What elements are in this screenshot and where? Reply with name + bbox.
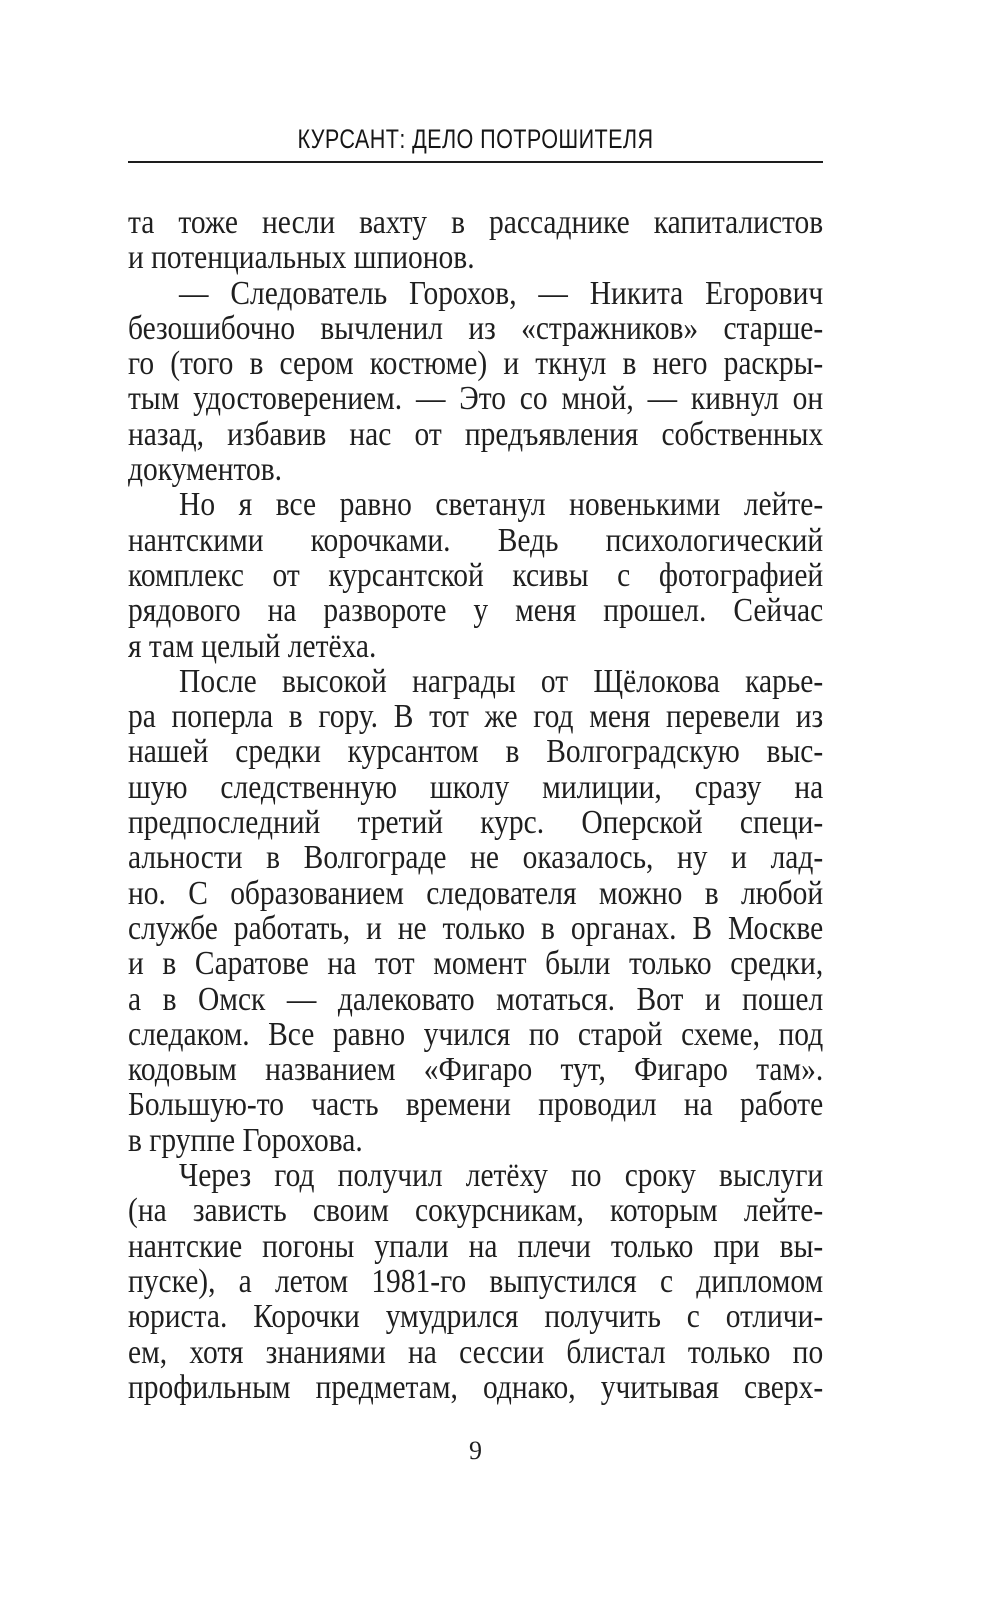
text-line: в группе Горохова. bbox=[128, 1121, 363, 1159]
running-header bbox=[128, 124, 823, 155]
text-line: безошибочно вычленил из «стражников» старше- bbox=[128, 309, 824, 347]
text-line: Большую-то часть времени проводил на работе bbox=[128, 1086, 824, 1124]
text-line: тым удостоверением. — Это со мной, — кивнул он bbox=[128, 380, 824, 418]
text-line: Но я все равно светанул новенькими лейте- bbox=[179, 486, 824, 524]
text-line: рядового на развороте у меня прошел. Сейчас bbox=[128, 592, 824, 630]
text-line: комплекс от курсантской ксивы с фотографией bbox=[128, 556, 824, 594]
text-line: предпоследний третий курс. Оперской специ- bbox=[128, 804, 824, 842]
text-line: и в Саратове на тот момент были только средки, bbox=[128, 945, 824, 983]
text-line: нантскими корочками. Ведь психологический bbox=[128, 521, 824, 559]
text-line: я там целый летёха. bbox=[128, 627, 377, 665]
text-line: — Следователь Горохов, — Никита Егорович bbox=[179, 274, 824, 312]
text-line: а в Омск — далековато мотаться. Вот и пошел bbox=[128, 980, 824, 1018]
text-line: профильным предметам, однако, учитывая сверх- bbox=[128, 1368, 824, 1406]
page-text bbox=[128, 205, 823, 1405]
text-line: нантские погоны упали на плечи только при вы- bbox=[128, 1227, 824, 1265]
text-line: альности в Волгограде не оказалось, ну и лад- bbox=[128, 839, 824, 877]
text-line: ем, хотя знаниями на сессии блистал только по bbox=[128, 1333, 824, 1371]
text-line: кодовым названием «Фигаро тут, Фигаро там». bbox=[128, 1051, 824, 1089]
text-line: пуске), а летом 1981-го выпустился с дипломом bbox=[128, 1262, 824, 1300]
text-line: назад, избавив нас от предъявления собственных bbox=[128, 415, 824, 453]
text-line: го (того в сером костюме) и ткнул в него раскры- bbox=[128, 345, 824, 383]
page-number: 9 bbox=[469, 1436, 482, 1465]
running-header-title: КУРСАНТ: ДЕЛО ПОТРОШИТЕЛЯ bbox=[297, 124, 654, 154]
text-line: и потенциальных шпионов. bbox=[128, 239, 475, 277]
header-rule bbox=[128, 161, 823, 163]
text-line: шую следственную школу милиции, сразу на bbox=[128, 768, 824, 806]
text-line: но. С образованием следователя можно в любой bbox=[128, 874, 824, 912]
text-line: юриста. Корочки умудрился получить с отличи- bbox=[128, 1298, 824, 1336]
text-line: Через год получил летёху по сроку выслуги bbox=[179, 1157, 824, 1195]
text-line: та тоже несли вахту в рассаднике капиталистов bbox=[128, 204, 824, 241]
text-line: следаком. Все равно учился по старой схеме, под bbox=[128, 1015, 824, 1053]
text-line: (на зависть своим сокурсникам, которым лейте- bbox=[128, 1192, 824, 1230]
text-line: нашей средки курсантом в Волгоградскую выс- bbox=[128, 733, 824, 771]
text-line: ра поперла в гору. В тот же год меня перевели из bbox=[128, 698, 824, 736]
text-line: документов. bbox=[128, 451, 283, 489]
text-line: службе работать, и не только в органах. В Москве bbox=[128, 909, 824, 947]
text-line: После высокой награды от Щёлокова карье- bbox=[179, 662, 824, 700]
